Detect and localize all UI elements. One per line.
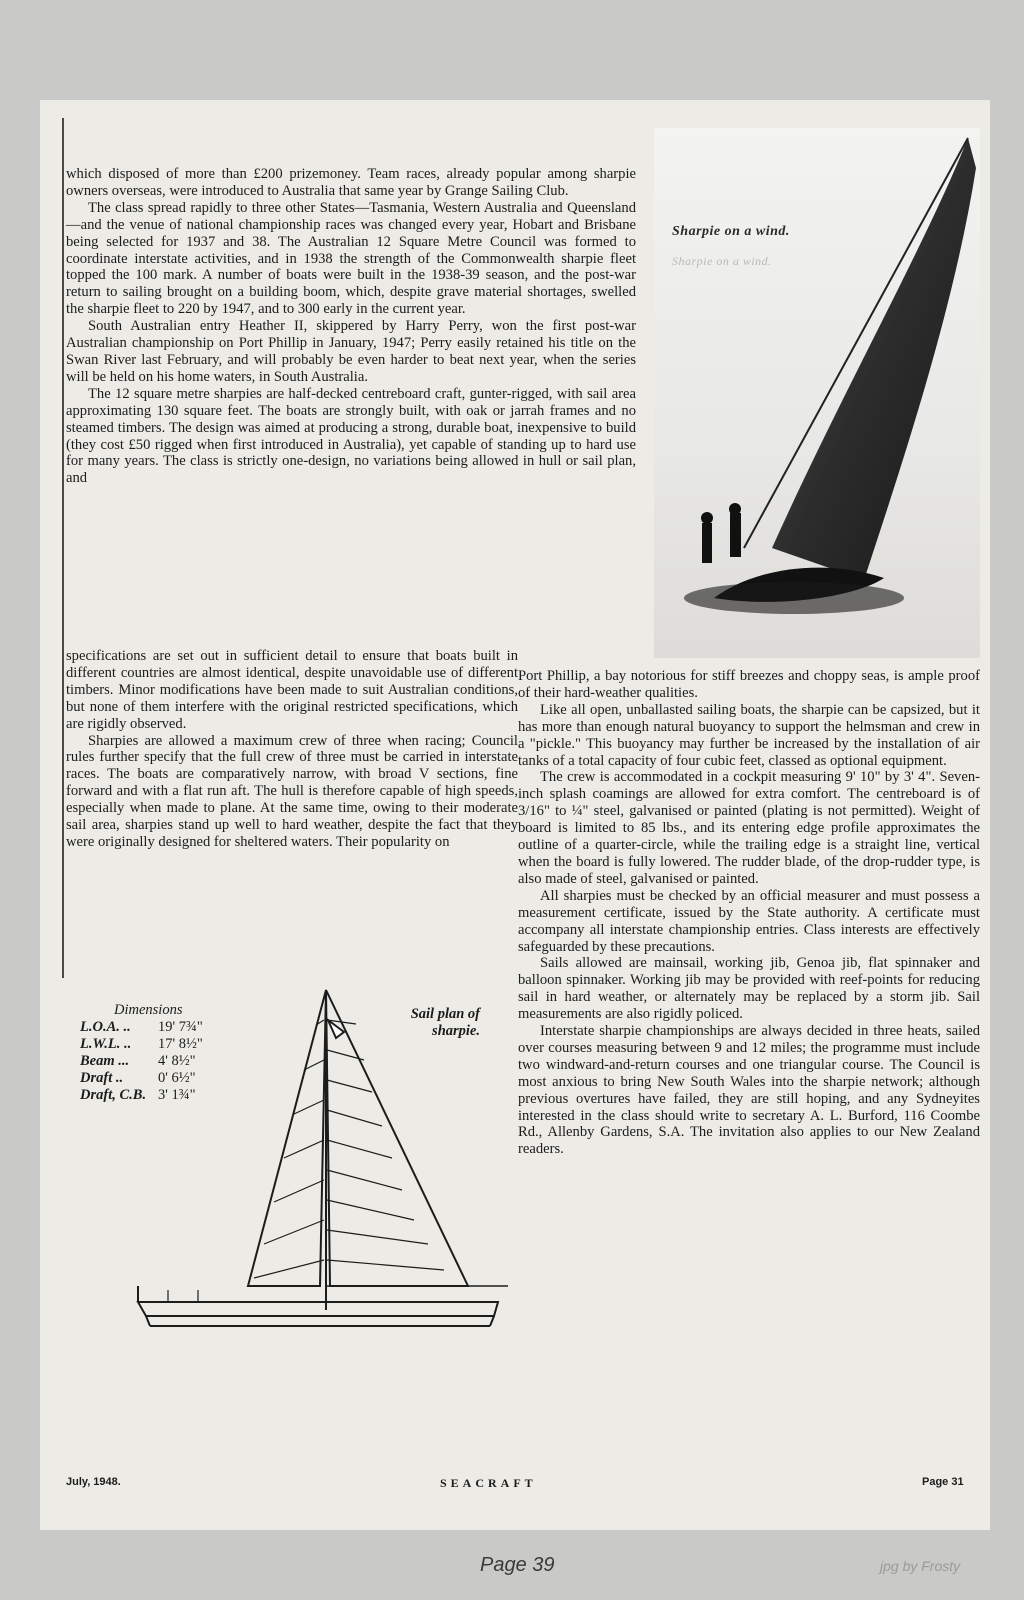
- paragraph: specifications are set out in sufficient detail to ensure that boats built in different countries are almost identical, despite unavoidable use of different timbers. Minor modifications have been made to suit Australian conditions, but none of them interfere with the original restricted specifications, which are rigidly observed.: [66, 648, 518, 732]
- sail-plan-caption: [360, 1006, 480, 1040]
- paragraph: Sails allowed are mainsail, working jib, Genoa jib, flat spinnaker and balloon spinnaker. Working jib may be provided with reef-points for reducing sail in hard weather, or alternately may be replaced by a storm jib. Sail measurements are also rigidly policed.: [518, 955, 980, 1023]
- dimension-label: Draft ..: [80, 1070, 124, 1086]
- scan-credit: jpg by Frosty: [880, 1558, 961, 1574]
- article-left-narrow-column: [66, 648, 518, 851]
- paragraph: which disposed of more than £200 prizemoney. Team races, already popular among sharpie owners overseas, were introduced to Australia that same year by Grange Sailing Club.: [66, 166, 636, 199]
- pdf-page-label: Page 39: [480, 1554, 555, 1576]
- dimension-row: [80, 1053, 280, 1070]
- dimension-value: 19' 7¾": [158, 1019, 203, 1035]
- article-right-column: [518, 668, 980, 1158]
- dimension-row: [80, 1036, 280, 1053]
- paragraph: The crew is accommodated in a cockpit measuring 9' 10" by 3' 4". Seven-inch splash coamings are allowed for extra comfort. The centreboard is of 3/16" to ¼" steel, galvanised or painted (plating is not permitted). Weight of board is limited to 85 lbs., and its entering edge profile approximates the outline of a quarter-circle, while the trailing edge is a straight line, vertical when the board is fully lowered. The rudder blade, of the drop-rudder type, is also made of steel, galvanised or painted.: [518, 769, 980, 887]
- sail-plan-caption-line1: Sail plan of: [410, 1006, 480, 1022]
- dimension-value: 3' 1¾": [158, 1087, 196, 1103]
- paragraph: South Australian entry Heather II, skippered by Harry Perry, won the first post-war Australian championship on Port Phillip in January, 1947; Perry easily retained his title on the Swan River last February, and will probably be even harder to beat next year, when the series will be held on his home waters, in South Australia.: [66, 318, 636, 385]
- dimension-value: 0' 6½": [158, 1070, 196, 1086]
- sailboat-photo-illustration: [654, 128, 980, 658]
- article-left-column: [66, 166, 636, 487]
- dimension-label: Draft, C.B.: [80, 1087, 147, 1103]
- footer-magazine-title: SEACRAFT: [440, 1476, 537, 1490]
- paragraph: Interstate sharpie championships are always decided in three heats, sailed over courses measuring between 9 and 12 miles; the programme must include two windward-and-return courses and one triangular course. The Council is most anxious to bring New South Wales into the sharpie network; although previous overtures have failed, they are still hoping, and any Sydneyites interested in the class should write to secretary A. L. Burford, 116 Coombe Rd., Allenby Gardens, S.A. The invitation also applies to our New Zealand readers.: [518, 1023, 980, 1158]
- paragraph: Sharpies are allowed a maximum crew of three when racing; Council rules further specify that the full crew of three must be carried in interstate races. The boats are comparatively narrow, with broad V sections, fine forward and with a flat run aft. The hull is therefore capable of high speeds, especially when made to plane. At the same time, owing to their moderate sail area, sharpies stand up well to hard weather, despite the fact that they were originally designed for sheltered waters. Their popularity on: [66, 732, 518, 850]
- photo-caption: Sharpie on a wind.: [672, 224, 790, 239]
- sail-plan-caption-line2: sharpie.: [432, 1023, 480, 1039]
- dimension-row: [80, 1070, 280, 1087]
- dimensions-title: Dimensions: [114, 1002, 183, 1018]
- paragraph: Like all open, unballasted sailing boats, the sharpie can be capsized, but it has more than enough natural buoyancy to support the helmsman and crew in a "pickle." This buoyancy may further be increased by the installation of air tanks of a total capacity of four cubic feet, classed as optional equipment.: [518, 701, 980, 769]
- footer-page-number: Page 31: [922, 1476, 964, 1488]
- dimension-label: L.O.A. ..: [80, 1019, 131, 1035]
- footer-date: July, 1948.: [66, 1476, 121, 1488]
- paragraph: Port Phillip, a bay notorious for stiff breezes and choppy seas, is ample proof of their hard-weather qualities.: [518, 668, 980, 701]
- dimension-value: 4' 8½": [158, 1053, 196, 1069]
- magazine-page: [40, 100, 990, 1530]
- paragraph: The 12 square metre sharpies are half-decked centreboard craft, gunter-rigged, with sail area approximating 130 square feet. The boats are strongly built, with oak or jarrah frames and no steamed timbers. The design was aimed at producing a strong, durable boat, inexpensive to build (they cost £50 rigged when first introduced in Australia), yet capable of standing up to hard use for many years. The class is strictly one-design, no variations being allowed in hull or sail plan, and: [66, 385, 636, 487]
- paragraph: All sharpies must be checked by an official measurer and must possess a measurement certificate, issued by the State authority. A certificate must accompany all interstate championship entries. Class interests are effectively safeguarded by these precautions.: [518, 887, 980, 955]
- paragraph: The class spread rapidly to three other States—Tasmania, Western Australia and Queensland—and the venue of national championship races was changed every year, Hobart and Brisbane being selected for 1937 and 38. The Australian 12 Square Metre Council was formed to coordinate interstate activities, and in 1938 the strength of the Commonwealth sharpie fleet topped the 100 mark. A number of boats were built in the 1938-39 season, and the post-war return to sailing brought on a building boom, which, despite grave material shortages, swelled the sharpie fleet to 220 by 1947, and to 300 early in the current year.: [66, 199, 636, 318]
- dimension-row: [80, 1087, 280, 1104]
- dimension-label: L.W.L. ..: [80, 1036, 132, 1052]
- dimension-label: Beam ...: [80, 1053, 130, 1069]
- photo-caption-ghost: Sharpie on a wind.: [672, 254, 772, 268]
- sharpie-photo: [654, 128, 980, 658]
- dimension-row: [80, 1019, 280, 1036]
- dimension-value: 17' 8½": [158, 1036, 203, 1052]
- dimensions-table: [80, 1002, 280, 1104]
